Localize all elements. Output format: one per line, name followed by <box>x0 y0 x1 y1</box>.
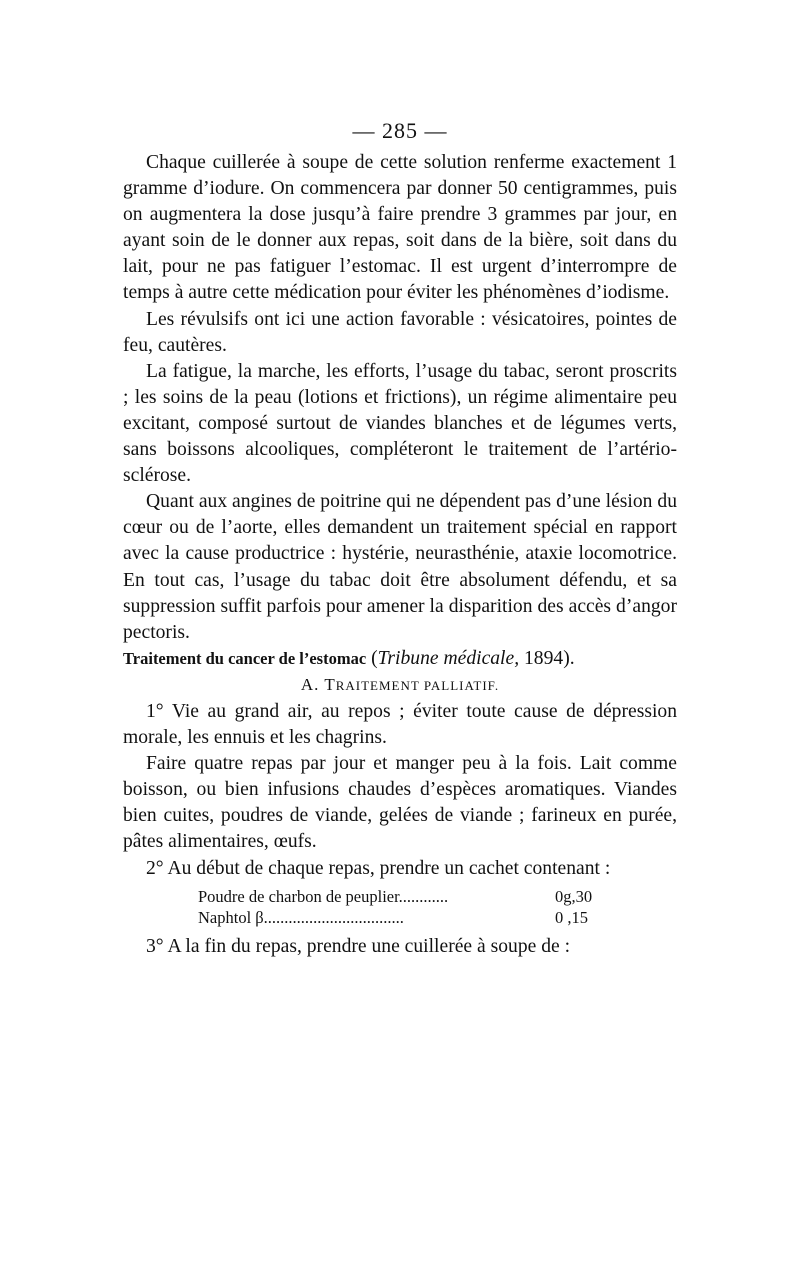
page-number: — 285 — <box>352 118 448 143</box>
subheading <box>123 672 677 699</box>
section-year: 1894). <box>519 647 575 669</box>
paragraph: 3° A la fin du repas, prendre une cuillerée à soupe de : <box>146 935 571 957</box>
paragraph: Quant aux angines de poitrine qui ne dépendent pas d’une lésion du cœur ou de l’aorte, elles demandent un traitement spécial en rapport avec la cause productrice : hystérie, neurasthénie, ataxie locomotrice. En tout cas, l’usage du tabac doit être absolument défendu, et sa suppression suffit parfois pour amener la disparition des accès d’angor pectoris. <box>123 491 677 643</box>
ingredient-name: Naphtol β.................................. <box>198 907 404 927</box>
body-text <box>123 150 677 960</box>
ingredient-name: Poudre de charbon de peuplier............ <box>198 886 449 906</box>
ingredient-dose: 0 ,15 <box>555 907 588 927</box>
subheading-letter: A. T <box>300 674 336 694</box>
prescription-list <box>123 886 677 928</box>
paragraph: Les révulsifs ont ici une action favorable : vésicatoires, pointes de feu, cautères. <box>123 308 677 356</box>
paragraph: 1° Vie au grand air, au repos ; éviter toute cause de dépression morale, les ennuis et les chagrins. <box>123 700 677 749</box>
subheading-rest: RAITEMENT PALLIATIF. <box>335 677 500 693</box>
paragraph: Chaque cuillerée à soupe de cette solution renferme exactement 1 gramme d’iodure. On commencera par donner 50 centigrammes, puis on augmentera la dose jusqu’à faire prendre 3 grammes par jour, en ayant soin de le donner aux repas, soit dans de la bière, soit dans du lait, pour ne pas fatiguer l’estomac. Il est urgent d’interrompre de temps à autre cette médication pour éviter les phénomènes d’iodisme. <box>123 152 677 304</box>
section-title: Traitement du cancer de l’estomac <box>123 648 367 668</box>
section-heading <box>123 646 677 672</box>
paragraph: Faire quatre repas par jour et manger peu à la fois. Lait comme boisson, ou bien infusions chaudes d’espèces aromatiques. Viandes bien cuites, poudres de viande, gelées de viande ; farineux en purée, pâtes alimentaires, œufs. <box>123 753 677 853</box>
ingredient-dose: 0g,30 <box>555 886 593 906</box>
section-paren: ( <box>366 647 378 669</box>
prescription-row <box>123 907 677 928</box>
section-source: Tribune médicale, <box>377 647 520 669</box>
paragraph: La fatigue, la marche, les efforts, l’usage du tabac, seront proscrits ; les soins de la peau (lotions et frictions), un régime alimentaire peu excitant, composé surtout de viandes blanches et de légumes verts, sans boissons alcooliques, compléteront le traitement de l’artério-sclérose. <box>123 360 677 487</box>
prescription-row <box>123 886 677 907</box>
paragraph: 2° Au début de chaque repas, prendre un cachet contenant : <box>146 857 611 879</box>
